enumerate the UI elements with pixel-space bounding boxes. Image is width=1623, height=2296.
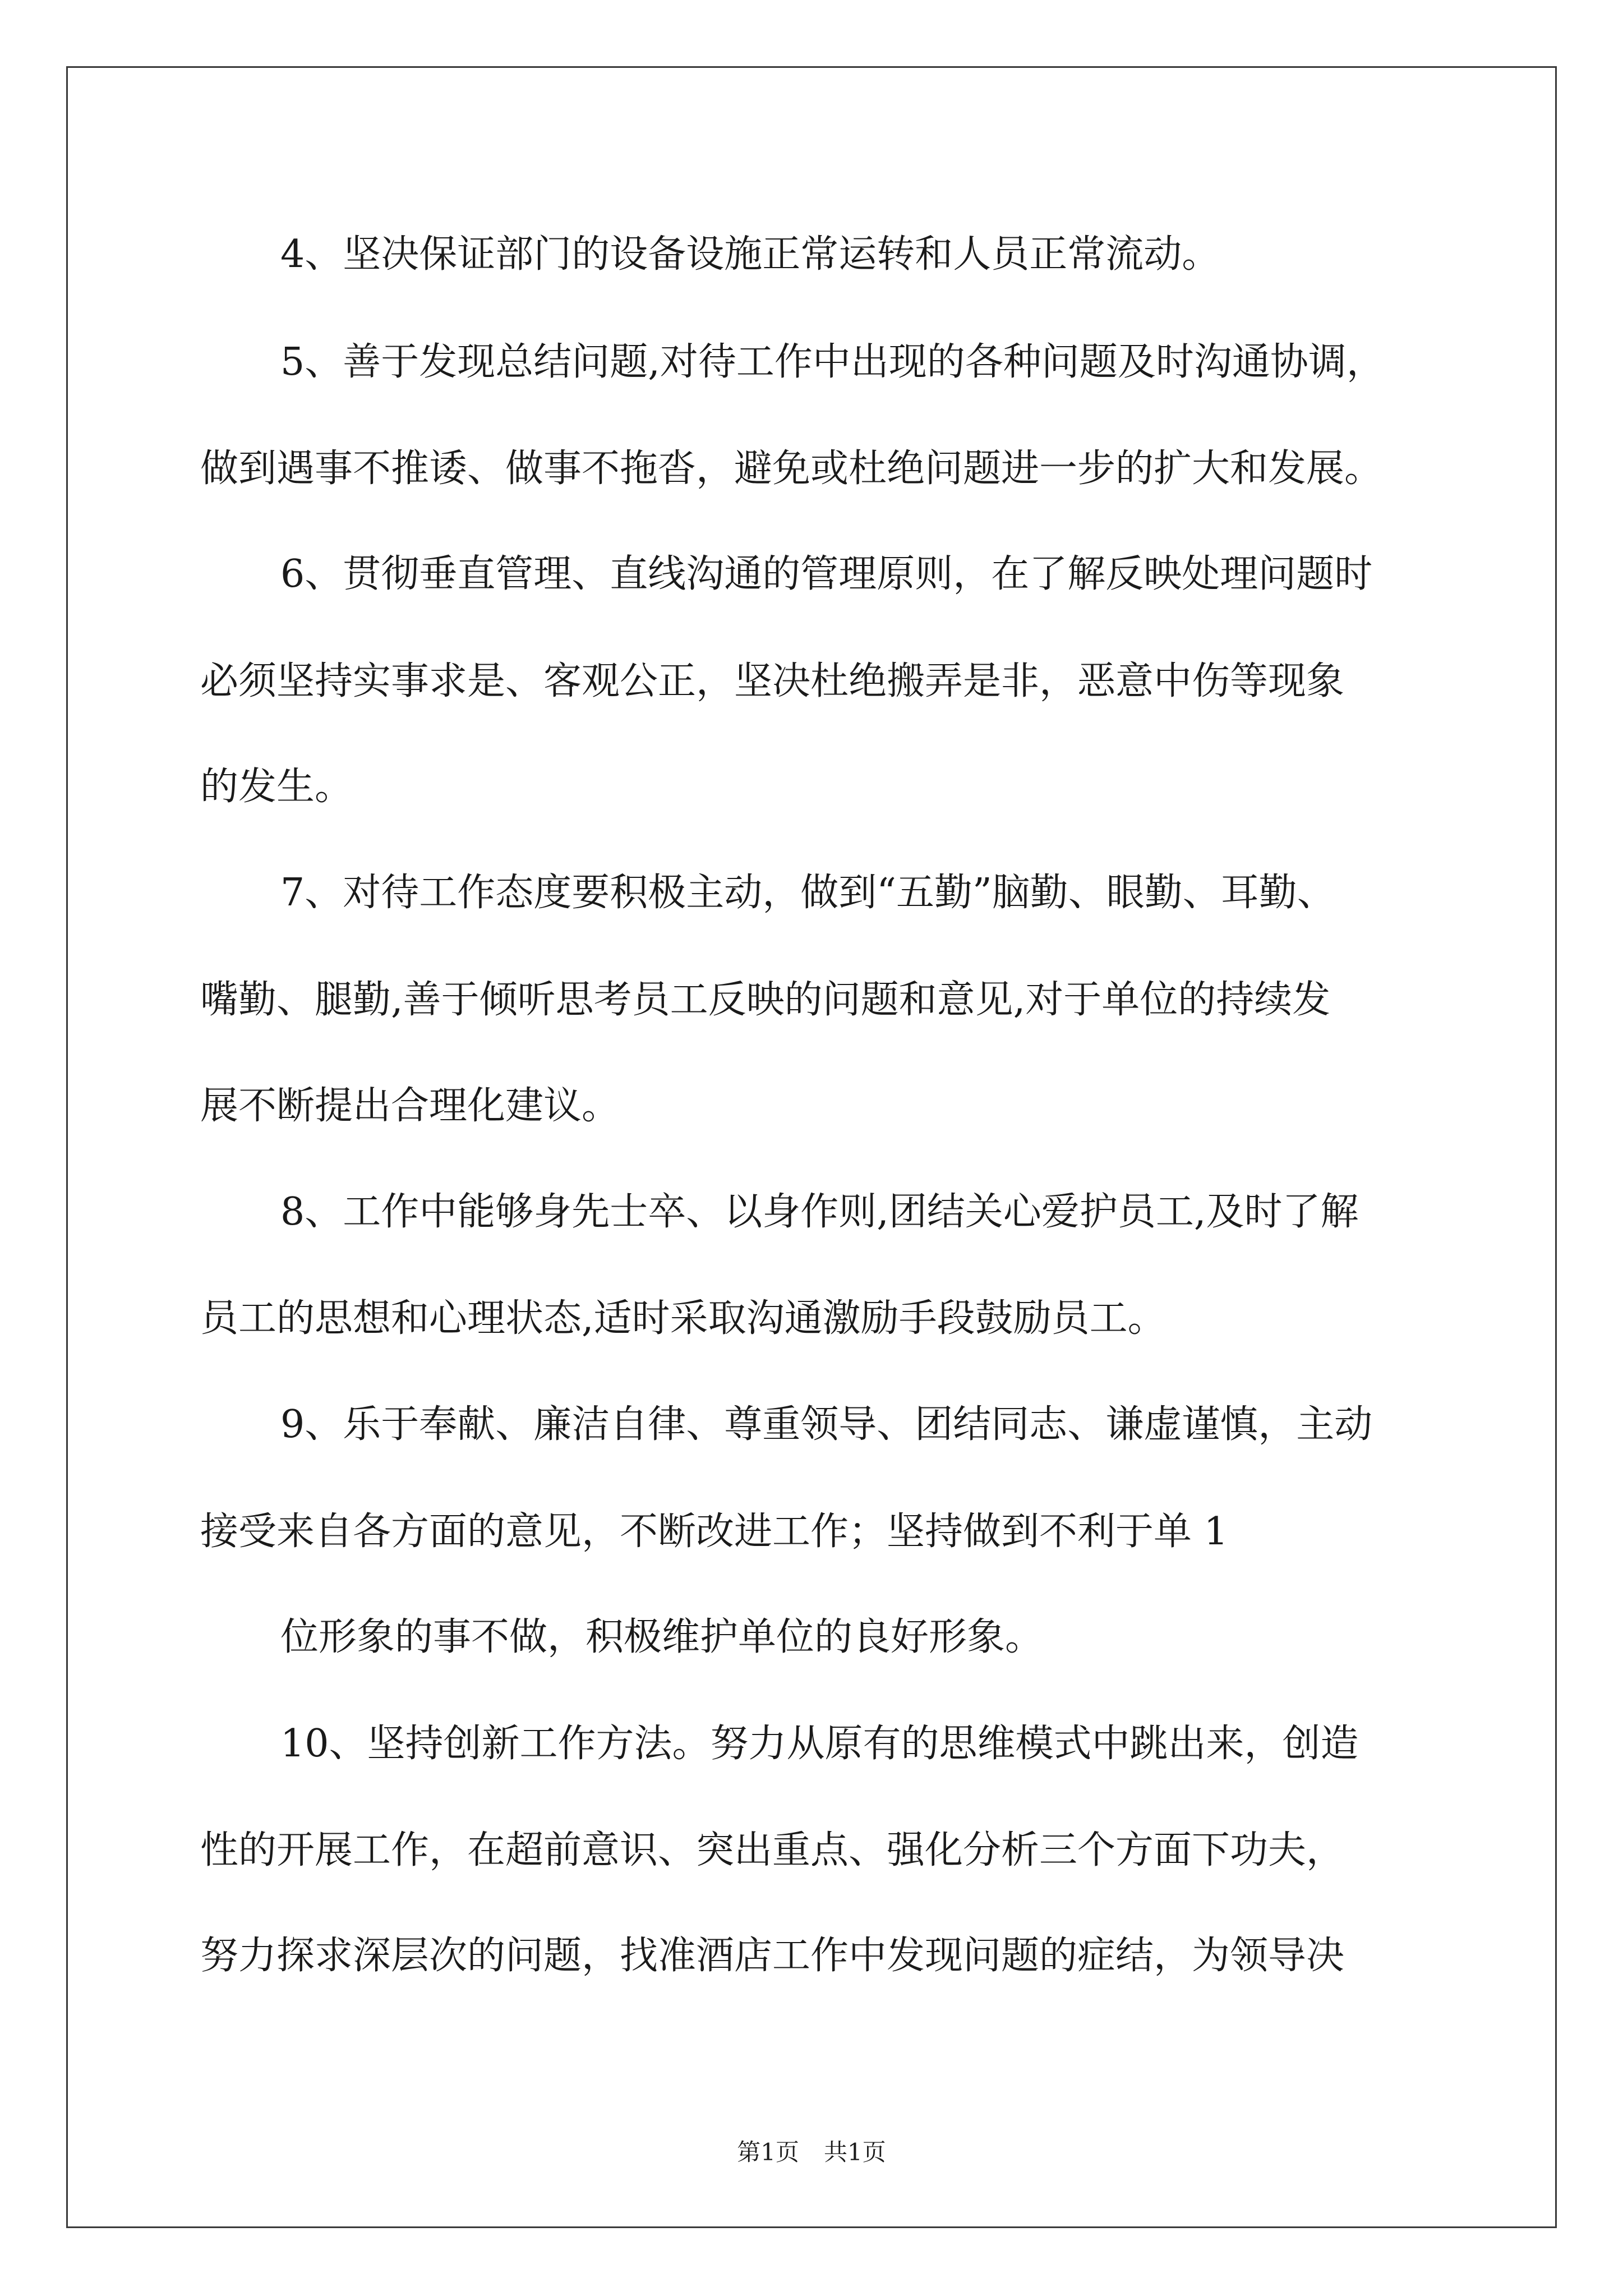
paragraph-6-line-1: 6、贯彻垂直管理、直线沟通的管理原则，在了解反映处理问题时 bbox=[280, 552, 1373, 596]
paragraph-8-line-2: 员工的思想和心理状态,适时采取沟通激励手段鼓励员工。 bbox=[200, 1296, 1166, 1341]
paragraph-10-line-1: 10、坚持创新工作方法。努力从原有的思维模式中跳出来，创造 bbox=[280, 1722, 1359, 1766]
paragraph-7-line-3: 展不断提出合理化建议。 bbox=[200, 1084, 620, 1128]
paragraph-10-line-3: 努力探求深层次的问题，找准酒店工作中发现问题的症结，为领导决 bbox=[200, 1934, 1345, 1978]
paragraph-6-line-2: 必须坚持实事求是、客观公正，坚决杜绝搬弄是非，恶意中伤等现象 bbox=[200, 659, 1345, 703]
paragraph-5-line-1: 5、善于发现总结问题,对待工作中出现的各种问题及时沟通协调， bbox=[280, 340, 1385, 384]
paragraph-6-line-3: 的发生。 bbox=[200, 765, 353, 809]
paragraph-7-line-1: 7、对待工作态度要积极主动，做到“五勤”脑勤、眼勤、耳勤、 bbox=[280, 871, 1335, 915]
page-footer bbox=[0, 2134, 1623, 2168]
paragraph-9-continuation: 位形象的事不做，积极维护单位的良好形象。 bbox=[280, 1615, 1044, 1659]
page-border bbox=[66, 66, 1557, 2228]
paragraph-7-line-2: 嘴勤、腿勤,善于倾听思考员工反映的问题和意见,对于单位的持续发 bbox=[200, 978, 1331, 1022]
paragraph-9-line-1: 9、乐于奉献、廉洁自律、尊重领导、团结同志、谦虚谨慎，主动 bbox=[280, 1402, 1373, 1447]
paragraph-8-line-1: 8、工作中能够身先士卒、以身作则,团结关心爱护员工,及时了解 bbox=[280, 1190, 1359, 1234]
paragraph-10-line-2: 性的开展工作，在超前意识、突出重点、强化分析三个方面下功夫， bbox=[200, 1828, 1345, 1872]
page-total: 共1页 bbox=[824, 2138, 886, 2166]
paragraph-5-line-2: 做到遇事不推诿、做事不拖沓，避免或杜绝问题进一步的扩大和发展。 bbox=[200, 447, 1383, 491]
paragraph-4-line-1: 4、坚决保证部门的设备设施正常运转和人员正常流动。 bbox=[280, 232, 1220, 277]
page-current: 第1页 bbox=[737, 2138, 799, 2166]
paragraph-9-line-2: 接受来自各方面的意见，不断改进工作；坚持做到不利于单 1 bbox=[200, 1510, 1228, 1554]
